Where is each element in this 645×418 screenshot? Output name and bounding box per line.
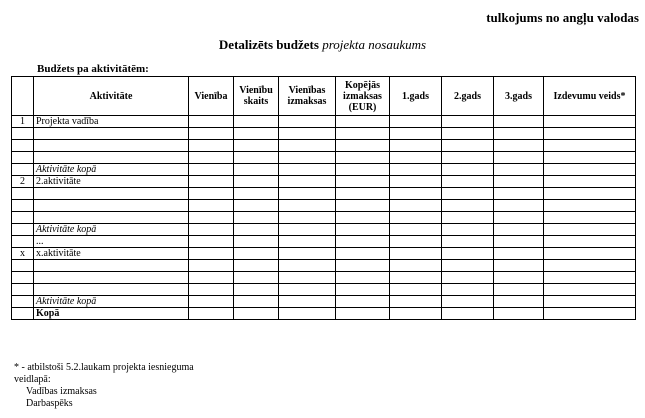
- col-year1: 1.gads: [390, 77, 442, 116]
- col-year2: 2.gads: [442, 77, 494, 116]
- footnote-line2: veidlapā:: [14, 374, 51, 385]
- activity-label: x.aktivitāte: [34, 248, 189, 260]
- footnote-item-management: Vadības izmaksas: [26, 386, 97, 397]
- table-row: [12, 260, 636, 272]
- table-row: [12, 284, 636, 296]
- table-row: [12, 116, 636, 128]
- table-row: [12, 296, 636, 308]
- footnote: [14, 362, 194, 410]
- activity-label: Projekta vadība: [34, 116, 189, 128]
- table-row: [12, 200, 636, 212]
- col-year3: 3.gads: [494, 77, 544, 116]
- document-title: [0, 37, 645, 53]
- activity-subtotal-label: Aktivitāte kopā: [34, 164, 189, 176]
- table-row: [12, 140, 636, 152]
- activity-subtotal-label: Aktivitāte kopā: [34, 224, 189, 236]
- table-row: [12, 176, 636, 188]
- title-italic: projekta nosaukums: [322, 37, 427, 52]
- budget-table: [11, 76, 636, 320]
- table-row: [12, 188, 636, 200]
- row-number: x: [12, 248, 34, 260]
- footnote-line1: * - atbilstoši 5.2.laukam projekta iesnieguma: [14, 362, 194, 373]
- table-row: [12, 248, 636, 260]
- table-row: [12, 272, 636, 284]
- row-number: 2: [12, 176, 34, 188]
- title-bold: Detalizēts budžets: [218, 37, 319, 52]
- table-row: [12, 152, 636, 164]
- footnote-item-labour: Darbaspēks: [26, 398, 73, 409]
- col-total-cost: Kopējās izmaksas (EUR): [336, 77, 390, 116]
- table-row: [12, 308, 636, 320]
- activity-label: 2.aktivitāte: [34, 176, 189, 188]
- table-row: [12, 224, 636, 236]
- col-unit-count: Vienību skaits: [234, 77, 279, 116]
- col-activity: Aktivitāte: [34, 77, 189, 116]
- section-label: Budžets pa aktivitātēm:: [37, 63, 149, 75]
- table-row: [12, 164, 636, 176]
- col-unit-cost: Vienības izmaksas: [279, 77, 336, 116]
- activity-subtotal-label: Aktivitāte kopā: [34, 296, 189, 308]
- col-num: [12, 77, 34, 116]
- col-cost-type: Izdevumu veids*: [544, 77, 636, 116]
- table-header-row: [12, 77, 636, 116]
- translation-note: tulkojums no angļu valodas: [486, 10, 639, 25]
- table-row: [12, 212, 636, 224]
- table-row: [12, 236, 636, 248]
- table-row: [12, 128, 636, 140]
- col-unit: Vienība: [189, 77, 234, 116]
- grand-total-label: Kopā: [34, 308, 189, 320]
- ellipsis-label: ...: [34, 236, 189, 248]
- row-number: 1: [12, 116, 34, 128]
